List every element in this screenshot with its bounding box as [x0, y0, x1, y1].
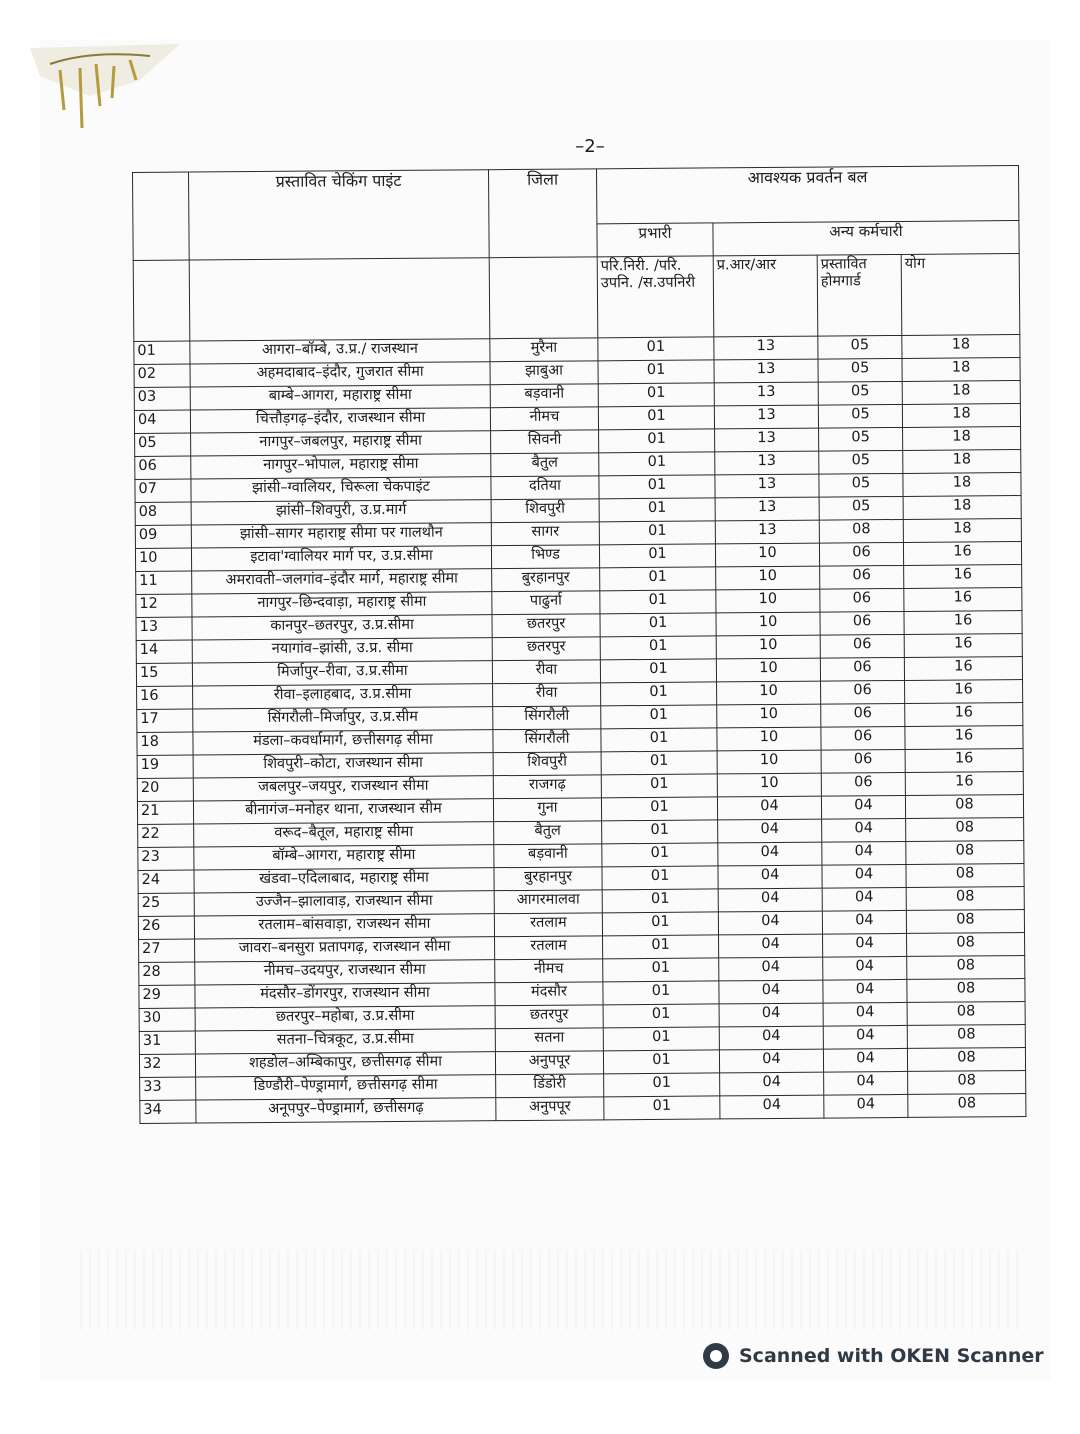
incharge-count: 01 — [601, 728, 717, 752]
incharge-count: 01 — [603, 958, 719, 982]
checkpoint-name: छतरपुर–महोबा, उ.प्र.सीमा — [195, 1006, 495, 1031]
homeguard-count: 06 — [820, 657, 904, 681]
incharge-count: 01 — [603, 1004, 719, 1028]
incharge-count: 01 — [603, 935, 719, 959]
pr-count: 13 — [714, 336, 818, 360]
serial-number: 01 — [134, 341, 190, 364]
total-count: 16 — [904, 588, 1022, 612]
total-count: 08 — [906, 818, 1024, 842]
pr-count: 04 — [719, 1049, 823, 1073]
district-name: रतलाम — [494, 913, 602, 937]
homeguard-count: 05 — [818, 381, 902, 405]
homeguard-count: 05 — [818, 335, 902, 359]
district-name: छतरपुर — [495, 1005, 603, 1029]
pr-count: 13 — [715, 474, 819, 498]
serial-number: 02 — [134, 364, 190, 387]
checkpoint-name: नयागांव–झांसी, उ.प्र. सीमा — [192, 638, 492, 663]
incharge-count: 01 — [600, 613, 716, 637]
homeguard-count: 04 — [824, 1094, 908, 1118]
pr-count: 10 — [717, 681, 821, 705]
checkpoint-name: झांसी–ग्वालियर, चिरूला चेकपाइंट — [191, 477, 491, 502]
district-name: बैतुल — [494, 821, 602, 845]
incharge-count: 01 — [599, 498, 715, 522]
scanner-watermark — [703, 1340, 1044, 1372]
homeguard-count: 04 — [822, 887, 906, 911]
district-name: बुरहानपुर — [494, 867, 602, 891]
homeguard-count: 06 — [821, 772, 905, 796]
district-name: सतना — [495, 1028, 603, 1052]
pr-count: 10 — [717, 773, 821, 797]
checkpoint-name: नीमच–उदयपुर, राजस्थान सीमा — [195, 960, 495, 985]
total-count: 16 — [905, 703, 1023, 727]
incharge-count: 01 — [602, 912, 718, 936]
pr-count: 10 — [716, 612, 820, 636]
checkpoint-name: रतलाम–बांसवाड़ा, राजस्थन सीमा — [194, 914, 494, 939]
incharge-count: 01 — [600, 590, 716, 614]
serial-number: 18 — [137, 732, 193, 755]
incharge-count: 01 — [599, 429, 715, 453]
pr-count: 13 — [715, 497, 819, 521]
total-count: 08 — [907, 956, 1025, 980]
total-count: 18 — [903, 519, 1021, 543]
total-count: 18 — [902, 381, 1020, 405]
pr-count: 04 — [719, 957, 823, 981]
checkpoint-name: अहमदाबाद–इंदौर, गुजरात सीमा — [190, 362, 490, 387]
serial-number: 32 — [139, 1054, 195, 1077]
incharge-count: 01 — [600, 567, 716, 591]
checkpoint-name: झांसी–सागर महाराष्ट्र सीमा पर गालथौन — [191, 523, 491, 548]
district-name: सिंगरौली — [493, 729, 601, 753]
district-name: अनुपपूर — [495, 1051, 603, 1075]
serial-number: 28 — [139, 962, 195, 985]
header-serial — [133, 172, 190, 260]
serial-number: 22 — [138, 824, 194, 847]
district-name: आगरमालवा — [494, 890, 602, 914]
district-name: दतिया — [491, 476, 599, 500]
district-name: सागर — [491, 522, 599, 546]
serial-number: 20 — [137, 778, 193, 801]
checkpoint-name: रीवा–इलाहबाद, उ.प्र.सीमा — [193, 684, 493, 709]
homeguard-count: 04 — [823, 1048, 907, 1072]
pr-count: 10 — [715, 543, 819, 567]
total-count: 18 — [903, 496, 1021, 520]
serial-number: 08 — [135, 502, 191, 525]
homeguard-count: 04 — [822, 818, 906, 842]
serial-number: 13 — [136, 617, 192, 640]
pr-count: 04 — [718, 888, 822, 912]
checkpoint-name: नागपुर–भोपाल, महाराष्ट्र सीमा — [191, 454, 491, 479]
total-count: 08 — [905, 795, 1023, 819]
homeguard-count: 06 — [819, 542, 903, 566]
homeguard-count: 04 — [823, 956, 907, 980]
pr-count: 13 — [715, 428, 819, 452]
serial-number: 17 — [137, 709, 193, 732]
header-total: योग — [901, 254, 1020, 336]
checkpoint-name: सतना–चित्रकूट, उ.प्र.सीमा — [195, 1029, 495, 1054]
total-count: 08 — [906, 841, 1024, 865]
incharge-count: 01 — [603, 1027, 719, 1051]
pr-count: 04 — [718, 911, 822, 935]
pr-count: 04 — [720, 1095, 824, 1119]
serial-number: 27 — [139, 939, 195, 962]
checkpoint-name: अमरावती–जलगांव–इंदौर मार्ग, महाराष्ट्र सीमा — [192, 569, 492, 594]
checkpoint-name: जबलपुर–जयपुर, राजस्थान सीमा — [193, 776, 493, 801]
header-serial-blank — [133, 260, 190, 341]
total-count: 08 — [907, 1025, 1025, 1049]
incharge-count: 01 — [603, 1050, 719, 1074]
pr-count: 10 — [716, 589, 820, 613]
district-name: अनुपपूर — [496, 1097, 604, 1121]
homeguard-count: 04 — [823, 1025, 907, 1049]
homeguard-count: 05 — [818, 358, 902, 382]
pr-count: 10 — [716, 658, 820, 682]
incharge-count: 01 — [601, 774, 717, 798]
pr-count: 13 — [715, 451, 819, 475]
homeguard-count: 04 — [823, 979, 907, 1003]
total-count: 08 — [906, 864, 1024, 888]
serial-number: 12 — [136, 594, 192, 617]
checkpoint-name: मिर्जापुर–रीवा, उ.प्र.सीमा — [192, 661, 492, 686]
checkpoint-table — [132, 165, 1026, 1124]
homeguard-count: 06 — [820, 634, 904, 658]
serial-number: 11 — [136, 571, 192, 594]
district-name: रतलाम — [495, 936, 603, 960]
pr-count: 10 — [717, 750, 821, 774]
district-name: राजगढ़ — [493, 775, 601, 799]
homeguard-count: 06 — [821, 703, 905, 727]
homeguard-count: 05 — [819, 450, 903, 474]
incharge-count: 01 — [600, 659, 716, 683]
checkpoint-name: बीनागंज–मनोहर थाना, राजस्थान सीम — [193, 799, 493, 824]
serial-number: 34 — [140, 1100, 196, 1123]
total-count: 08 — [908, 1071, 1026, 1095]
total-count: 08 — [907, 1002, 1025, 1026]
checkpoint-name: उज्जैन–झालावाड़, राजस्थान सीमा — [194, 891, 494, 916]
district-name: बड़वानी — [494, 844, 602, 868]
district-name: भिण्ड — [491, 545, 599, 569]
pr-count: 13 — [714, 359, 818, 383]
serial-number: 06 — [135, 456, 191, 479]
serial-number: 33 — [140, 1077, 196, 1100]
homeguard-count: 06 — [821, 749, 905, 773]
header-checkpoint-blank — [189, 258, 490, 341]
checkpoint-name: कानपुर–छतरपुर, उ.प्र.सीमा — [192, 615, 492, 640]
district-name: मुरैना — [490, 338, 598, 362]
header-district-blank — [489, 257, 598, 339]
pr-count: 13 — [715, 520, 819, 544]
total-count: 18 — [902, 335, 1020, 359]
total-count: 08 — [908, 1094, 1026, 1118]
header-other-staff: अन्य कर्मचारी — [713, 221, 1019, 256]
serial-number: 23 — [138, 847, 194, 870]
incharge-count: 01 — [599, 544, 715, 568]
pr-count: 04 — [717, 796, 821, 820]
district-name: मंदसौर — [495, 982, 603, 1006]
total-count: 18 — [902, 358, 1020, 382]
serial-number: 09 — [135, 525, 191, 548]
serial-number: 30 — [139, 1008, 195, 1031]
homeguard-count: 04 — [823, 933, 907, 957]
checkpoint-name: शहडोल–अम्बिकापुर, छत्तीसगढ़ सीमा — [195, 1052, 495, 1077]
page-number: –2– — [575, 136, 605, 157]
scanner-text: Scanned with OKEN Scanner — [739, 1345, 1044, 1367]
pr-count: 04 — [718, 842, 822, 866]
corner-stamp-mark — [30, 40, 190, 130]
header-incharge-rank: परि.निरी. /परि. उपनि. /स.उपनिरी — [597, 256, 714, 338]
incharge-count: 01 — [598, 360, 714, 384]
pr-count: 13 — [714, 405, 818, 429]
total-count: 08 — [907, 979, 1025, 1003]
district-name: डिंडोरी — [496, 1074, 604, 1098]
homeguard-count: 04 — [822, 841, 906, 865]
total-count: 08 — [907, 933, 1025, 957]
incharge-count: 01 — [601, 797, 717, 821]
total-count: 18 — [903, 427, 1021, 451]
serial-number: 03 — [134, 387, 190, 410]
checkpoint-name: शिवपुरी–कोटा, राजस्थान सीमा — [193, 753, 493, 778]
header-incharge: प्रभारी — [597, 223, 713, 257]
pr-count: 10 — [717, 704, 821, 728]
homeguard-count: 05 — [819, 427, 903, 451]
incharge-count: 01 — [600, 636, 716, 660]
pr-count: 04 — [719, 980, 823, 1004]
district-name: रीवा — [493, 683, 601, 707]
district-name: छतरपुर — [492, 637, 600, 661]
incharge-count: 01 — [602, 866, 718, 890]
incharge-count: 01 — [599, 475, 715, 499]
serial-number: 05 — [135, 433, 191, 456]
checkpoint-name: आगरा–बॉम्बे, उ.प्र./ राजस्थान — [190, 339, 490, 364]
serial-number: 16 — [137, 686, 193, 709]
total-count: 16 — [905, 680, 1023, 704]
checkpoint-name: बाम्बे–आगरा, महाराष्ट्र सीमा — [190, 385, 490, 410]
serial-number: 07 — [135, 479, 191, 502]
pr-count: 04 — [719, 1003, 823, 1027]
district-name: गुना — [493, 798, 601, 822]
checkpoint-name: डिण्डौरी–पेण्ड्रामार्ग, छत्तीसगढ़ सीमा — [196, 1075, 496, 1100]
total-count: 18 — [903, 473, 1021, 497]
district-name: बुरहानपुर — [492, 568, 600, 592]
total-count: 16 — [904, 565, 1022, 589]
total-count: 18 — [903, 450, 1021, 474]
homeguard-count: 04 — [821, 795, 905, 819]
homeguard-count: 05 — [818, 404, 902, 428]
total-count: 16 — [905, 726, 1023, 750]
serial-number: 29 — [139, 985, 195, 1008]
serial-number: 25 — [138, 893, 194, 916]
header-pr: प्र.आर/आर — [713, 255, 818, 337]
header-homeguard: प्रस्तावित होमगार्ड — [817, 254, 902, 336]
district-name: बड़वानी — [490, 384, 598, 408]
incharge-count: 01 — [598, 406, 714, 430]
checkpoint-name: मंडला–कवर्धामार्ग, छत्तीसगढ़ सीमा — [193, 730, 493, 755]
serial-number: 21 — [137, 801, 193, 824]
total-count: 16 — [905, 749, 1023, 773]
checkpoint-name: मंदसौर–डोंगरपुर, राजस्थान सीमा — [195, 983, 495, 1008]
incharge-count: 01 — [598, 383, 714, 407]
checkpoint-name: इटावा'ग्वालियर मार्ग पर, उ.प्र.सीमा — [191, 546, 491, 571]
incharge-count: 01 — [601, 705, 717, 729]
district-name: बैतुल — [491, 453, 599, 477]
checkpoint-name: सिंगरौली–मिर्जापुर, उ.प्र.सीम — [193, 707, 493, 732]
district-name: शिवपुरी — [493, 752, 601, 776]
checkpoint-name: नागपुर–छिन्दवाड़ा, महाराष्ट्र सीमा — [192, 592, 492, 617]
incharge-count: 01 — [604, 1073, 720, 1097]
homeguard-count: 06 — [820, 565, 904, 589]
scan-noise — [80, 1250, 1020, 1330]
checkpoint-name: खंडवा–एदिलाबाद, महाराष्ट्र सीमा — [194, 868, 494, 893]
pr-count: 13 — [714, 382, 818, 406]
district-name: सिंगरौली — [493, 706, 601, 730]
serial-number: 14 — [136, 640, 192, 663]
total-count: 08 — [906, 887, 1024, 911]
serial-number: 04 — [134, 410, 190, 433]
homeguard-count: 04 — [824, 1071, 908, 1095]
checkpoint-name: वरूद–बैतूल, महाराष्ट्र सीमा — [194, 822, 494, 847]
checkpoint-name: बॉम्बे–आगरा, महाराष्ट्र सीमा — [194, 845, 494, 870]
homeguard-count: 08 — [819, 519, 903, 543]
pr-count: 10 — [717, 727, 821, 751]
district-name: शिवपुरी — [491, 499, 599, 523]
district-name: नीमच — [490, 407, 598, 431]
checkpoint-name: चित्तौड़गढ़–इंदौर, राजस्थान सीमा — [190, 408, 490, 433]
district-name: रीवा — [492, 660, 600, 684]
serial-number: 24 — [138, 870, 194, 893]
incharge-count: 01 — [599, 521, 715, 545]
district-name: झाबुआ — [490, 361, 598, 385]
district-name: पाढुर्ना — [492, 591, 600, 615]
header-district: जिला — [488, 169, 597, 258]
incharge-count: 01 — [602, 889, 718, 913]
total-count: 16 — [905, 772, 1023, 796]
homeguard-count: 06 — [820, 588, 904, 612]
homeguard-count: 05 — [819, 496, 903, 520]
pr-count: 04 — [718, 819, 822, 843]
oken-logo-icon — [703, 1343, 729, 1369]
checkpoint-name: अनूपपुर–पेण्ड्रामार्ग, छत्तीसगढ़ — [196, 1098, 496, 1123]
incharge-count: 01 — [601, 751, 717, 775]
pr-count: 04 — [720, 1072, 824, 1096]
incharge-count: 01 — [604, 1096, 720, 1120]
homeguard-count: 06 — [821, 726, 905, 750]
checkpoint-name: नागपुर–जबलपुर, महाराष्ट्र सीमा — [191, 431, 491, 456]
district-name: छतरपुर — [492, 614, 600, 638]
homeguard-count: 04 — [822, 864, 906, 888]
total-count: 16 — [904, 611, 1022, 635]
total-count: 08 — [906, 910, 1024, 934]
total-count: 16 — [904, 634, 1022, 658]
homeguard-count: 06 — [820, 611, 904, 635]
checkpoint-name: झांसी–शिवपुरी, उ.प्र.मार्ग — [191, 500, 491, 525]
pr-count: 04 — [718, 865, 822, 889]
district-name: नीमच — [495, 959, 603, 983]
serial-number: 31 — [139, 1031, 195, 1054]
incharge-count: 01 — [602, 820, 718, 844]
total-count: 08 — [907, 1048, 1025, 1072]
total-count: 16 — [904, 657, 1022, 681]
pr-count: 10 — [716, 566, 820, 590]
pr-count: 04 — [719, 934, 823, 958]
serial-number: 15 — [136, 663, 192, 686]
total-count: 16 — [903, 542, 1021, 566]
homeguard-count: 04 — [822, 910, 906, 934]
incharge-count: 01 — [598, 337, 714, 361]
district-name: सिवनी — [491, 430, 599, 454]
incharge-count: 01 — [602, 843, 718, 867]
serial-number: 10 — [135, 548, 191, 571]
header-checkpoint: प्रस्तावित चेकिंग पाइंट — [189, 170, 490, 260]
homeguard-count: 06 — [821, 680, 905, 704]
table-body — [134, 335, 1026, 1124]
incharge-count: 01 — [603, 981, 719, 1005]
incharge-count: 01 — [601, 682, 717, 706]
checkpoint-name: जावरा–बनसुरा प्रतापगढ़, राजस्थान सीमा — [195, 937, 495, 962]
serial-number: 19 — [137, 755, 193, 778]
header-required-force: आवश्यक प्रवर्तन बल — [596, 166, 1018, 224]
pr-count: 04 — [719, 1026, 823, 1050]
homeguard-count: 05 — [819, 473, 903, 497]
serial-number: 26 — [138, 916, 194, 939]
pr-count: 10 — [716, 635, 820, 659]
total-count: 18 — [902, 404, 1020, 428]
incharge-count: 01 — [599, 452, 715, 476]
homeguard-count: 04 — [823, 1002, 907, 1026]
